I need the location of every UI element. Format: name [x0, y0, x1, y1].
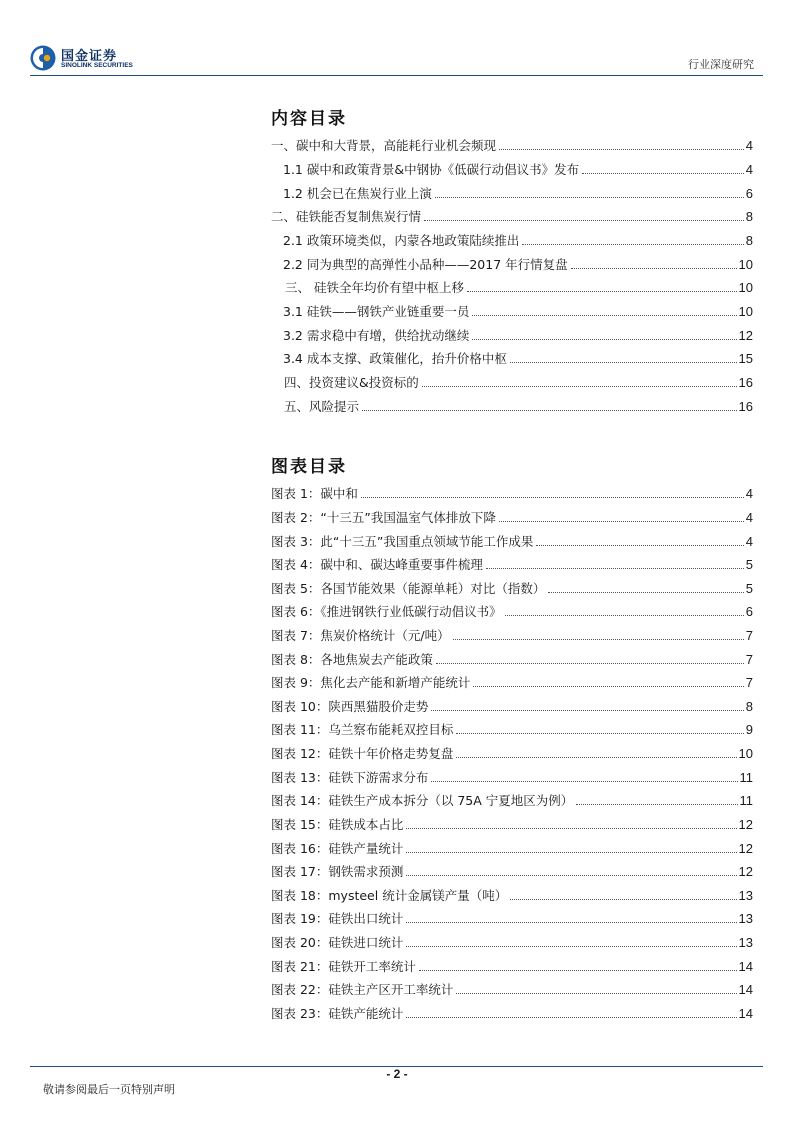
- toc-dot-leader: [582, 173, 744, 174]
- toc-entry[interactable]: [283, 182, 753, 202]
- toc-entry[interactable]: [271, 955, 753, 975]
- toc-entry[interactable]: [283, 347, 753, 367]
- figures-section: [271, 452, 753, 477]
- toc-entry-page: 7: [745, 652, 753, 667]
- toc-entry[interactable]: [283, 324, 753, 344]
- toc-entry-label: 图表 12：硅铁十年价格走势复盘: [271, 746, 454, 761]
- toc-entry-label: 图表 20：硅铁进口统计: [271, 935, 404, 950]
- toc-entry[interactable]: [271, 482, 753, 502]
- toc-entry-page: 5: [745, 557, 753, 572]
- toc-dot-leader: [522, 244, 743, 245]
- toc-entry-page: 12: [738, 841, 753, 856]
- page-header: [0, 0, 794, 78]
- toc-dot-leader: [406, 922, 736, 923]
- toc-entry-page: 7: [745, 628, 753, 643]
- toc-entry-page: 13: [738, 911, 753, 926]
- toc-entry-label: 五、风险提示: [284, 399, 360, 414]
- toc-entry[interactable]: [271, 931, 753, 951]
- company-logo: [30, 44, 148, 74]
- toc-dot-leader: [435, 197, 744, 198]
- logo-english-name: SINOLINK SECURITIES: [61, 62, 133, 69]
- toc-entry[interactable]: [271, 671, 753, 691]
- contents-title: 内容目录: [271, 109, 347, 129]
- toc-dot-leader: [431, 710, 743, 711]
- toc-entry[interactable]: [271, 813, 753, 833]
- toc-entry-page: 8: [745, 209, 753, 224]
- toc-entry-page: 16: [738, 399, 753, 414]
- toc-entry-page: 8: [745, 233, 753, 248]
- toc-entry-label: 图表 19：硅铁出口统计: [271, 911, 404, 926]
- toc-entry[interactable]: [271, 695, 753, 715]
- toc-entry-page: 7: [745, 675, 753, 690]
- toc-entry-page: 10: [738, 280, 753, 295]
- toc-entry-page: 4: [745, 510, 753, 525]
- toc-entry[interactable]: [271, 718, 753, 738]
- toc-dot-leader: [406, 828, 736, 829]
- toc-entry[interactable]: [271, 553, 753, 573]
- toc-dot-leader: [362, 410, 737, 411]
- footer-disclaimer: 敬请参阅最后一页特别声明: [43, 1083, 175, 1096]
- document-type-label: 行业深度研究: [688, 58, 754, 71]
- toc-entry-label: 图表 18：mysteel 统计金属镁产量（吨）: [271, 888, 508, 903]
- toc-entry-page: 15: [738, 351, 753, 366]
- toc-dot-leader: [499, 521, 744, 522]
- toc-entry-label: 3.1 硅铁——钢铁产业链重要一员: [283, 304, 470, 319]
- toc-entry[interactable]: [271, 134, 753, 154]
- toc-dot-leader: [467, 291, 737, 292]
- toc-entry-page: 14: [738, 982, 753, 997]
- toc-entry[interactable]: [283, 158, 753, 178]
- toc-entry-page: 14: [738, 1006, 753, 1021]
- toc-entry-label: 3.4 成本支撑、政策催化，抬升价格中枢: [283, 351, 507, 366]
- toc-entry-label: 图表 14：硅铁生产成本拆分（以 75A 宁夏地区为例）: [271, 793, 574, 808]
- toc-dot-leader: [486, 568, 744, 569]
- toc-entry-label: 图表 8：各地焦炭去产能政策: [271, 652, 433, 667]
- toc-entry-page: 9: [745, 722, 753, 737]
- toc-entry-label: 图表 10：陕西黑猫股价走势: [271, 699, 429, 714]
- toc-entry-label: 图表 9：焦化去产能和新增产能统计: [271, 675, 471, 690]
- toc-dot-leader: [548, 592, 743, 593]
- toc-entry-page: 10: [738, 746, 753, 761]
- toc-dot-leader: [456, 757, 736, 758]
- toc-dot-leader: [419, 970, 737, 971]
- figures-title: 图表目录: [271, 457, 347, 477]
- toc-entry-label: 图表 6：《推进钢铁行业低碳行动倡议书》: [271, 604, 502, 619]
- sinolink-logo-icon: [30, 45, 56, 71]
- toc-dot-leader: [453, 639, 744, 640]
- toc-entry-page: 12: [738, 817, 753, 832]
- toc-entry-page: 11: [739, 770, 753, 785]
- toc-entry-page: 13: [738, 888, 753, 903]
- contents-section: [271, 104, 753, 129]
- toc-entry-label: 图表 22：硅铁主产区开工率统计: [271, 982, 454, 997]
- toc-entry-page: 6: [745, 604, 753, 619]
- toc-entry-page: 10: [738, 304, 753, 319]
- toc-dot-leader: [406, 1017, 736, 1018]
- toc-entry[interactable]: [284, 395, 753, 415]
- toc-dot-leader: [571, 268, 737, 269]
- toc-entry[interactable]: [271, 978, 753, 998]
- toc-dot-leader: [473, 686, 743, 687]
- toc-entry-page: 4: [745, 534, 753, 549]
- toc-entry-label: 图表 1：碳中和: [271, 486, 358, 501]
- toc-entry-label: 四、投资建议&投资标的: [284, 375, 419, 390]
- toc-entry[interactable]: [271, 860, 753, 880]
- toc-entry[interactable]: [271, 506, 753, 526]
- toc-entry-label: 图表 21：硅铁开工率统计: [271, 959, 416, 974]
- toc-entry[interactable]: [283, 300, 753, 320]
- toc-entry-label: 图表 3：此“十三五”我国重点领域节能工作成果: [271, 534, 534, 549]
- toc-entry-label: 3.2 需求稳中有增，供给扰动继续: [283, 328, 470, 343]
- toc-entry[interactable]: [271, 907, 753, 927]
- toc-dot-leader: [456, 993, 736, 994]
- toc-dot-leader: [406, 875, 736, 876]
- toc-entry[interactable]: [271, 789, 753, 809]
- toc-dot-leader: [505, 615, 744, 616]
- toc-dot-leader: [472, 339, 736, 340]
- page-number: - 2 -: [386, 1067, 408, 1081]
- toc-dot-leader: [431, 781, 737, 782]
- toc-dot-leader: [361, 497, 744, 498]
- toc-entry-page: 6: [745, 186, 753, 201]
- toc-entry-label: 图表 13：硅铁下游需求分布: [271, 770, 429, 785]
- toc-entry-page: 4: [745, 138, 753, 153]
- toc-entry[interactable]: [283, 253, 753, 273]
- toc-entry-label: 二、硅铁能否复制焦炭行情: [271, 209, 422, 224]
- toc-entry-label: 图表 11：乌兰察布能耗双控目标: [271, 722, 454, 737]
- toc-entry[interactable]: [271, 766, 753, 786]
- toc-dot-leader: [510, 899, 736, 900]
- toc-dot-leader: [576, 804, 737, 805]
- toc-dot-leader: [510, 362, 737, 363]
- toc-entry-label: 2.2 同为典型的高弹性小品种——2017 年行情复盘: [283, 257, 568, 272]
- toc-entry-label: 图表 5：各国节能效果（能源单耗）对比（指数）: [271, 581, 546, 596]
- toc-entry[interactable]: [271, 837, 753, 857]
- toc-entry-page: 12: [738, 864, 753, 879]
- toc-entry[interactable]: [271, 577, 753, 597]
- toc-entry-label: 2.1 政策环境类似，内蒙各地政策陆续推出: [283, 233, 520, 248]
- toc-entry-label: 图表 17：钢铁需求预测: [271, 864, 404, 879]
- toc-entry-page: 4: [745, 162, 753, 177]
- toc-entry-label: 1.2 机会已在焦炭行业上演: [283, 186, 432, 201]
- toc-entry-page: 10: [738, 257, 753, 272]
- toc-dot-leader: [536, 545, 743, 546]
- toc-entry[interactable]: [271, 624, 753, 644]
- toc-entry-page: 14: [738, 959, 753, 974]
- toc-entry[interactable]: [284, 371, 753, 391]
- toc-entry-label: 图表 16：硅铁产量统计: [271, 841, 404, 856]
- toc-entry-page: 16: [738, 375, 753, 390]
- toc-entry-label: 1.1 碳中和政策背景&中钢协《低碳行动倡议书》发布: [283, 162, 580, 177]
- toc-dot-leader: [422, 386, 737, 387]
- toc-entry-label: 图表 23：硅铁产能统计: [271, 1006, 404, 1021]
- toc-entry-label: 三、 硅铁全年均价有望中枢上移: [285, 280, 464, 295]
- toc-entry-page: 5: [745, 581, 753, 596]
- toc-entry[interactable]: [271, 884, 753, 904]
- toc-entry[interactable]: [283, 229, 753, 249]
- toc-dot-leader: [472, 315, 736, 316]
- toc-entry-page: 4: [745, 486, 753, 501]
- toc-entry[interactable]: [271, 530, 753, 550]
- toc-entry-page: 13: [738, 935, 753, 950]
- toc-dot-leader: [406, 852, 736, 853]
- toc-entry-page: 11: [739, 793, 753, 808]
- toc-entry-label: 一、碳中和大背景，高能耗行业机会频现: [271, 138, 497, 153]
- toc-entry-label: 图表 15：硅铁成本占比: [271, 817, 404, 832]
- toc-entry[interactable]: [271, 742, 753, 762]
- toc-entry-label: 图表 7：焦炭价格统计（元/吨）: [271, 628, 450, 643]
- toc-entry-page: 12: [738, 328, 753, 343]
- toc-dot-leader: [424, 220, 744, 221]
- toc-dot-leader: [499, 149, 744, 150]
- toc-dot-leader: [406, 946, 736, 947]
- toc-entry[interactable]: [271, 205, 753, 225]
- toc-entry[interactable]: [271, 648, 753, 668]
- toc-entry-page: 8: [745, 699, 753, 714]
- toc-dot-leader: [436, 663, 744, 664]
- toc-entry-label: 图表 4：碳中和、碳达峰重要事件梳理: [271, 557, 483, 572]
- toc-entry-label: 图表 2：“十三五”我国温室气体排放下降: [271, 510, 496, 525]
- toc-entry[interactable]: [285, 276, 753, 296]
- toc-entry[interactable]: [271, 600, 753, 620]
- logo-chinese-name: 国金证券: [61, 49, 118, 64]
- toc-dot-leader: [456, 733, 743, 734]
- toc-entry[interactable]: [271, 1002, 753, 1022]
- header-divider: [30, 75, 763, 76]
